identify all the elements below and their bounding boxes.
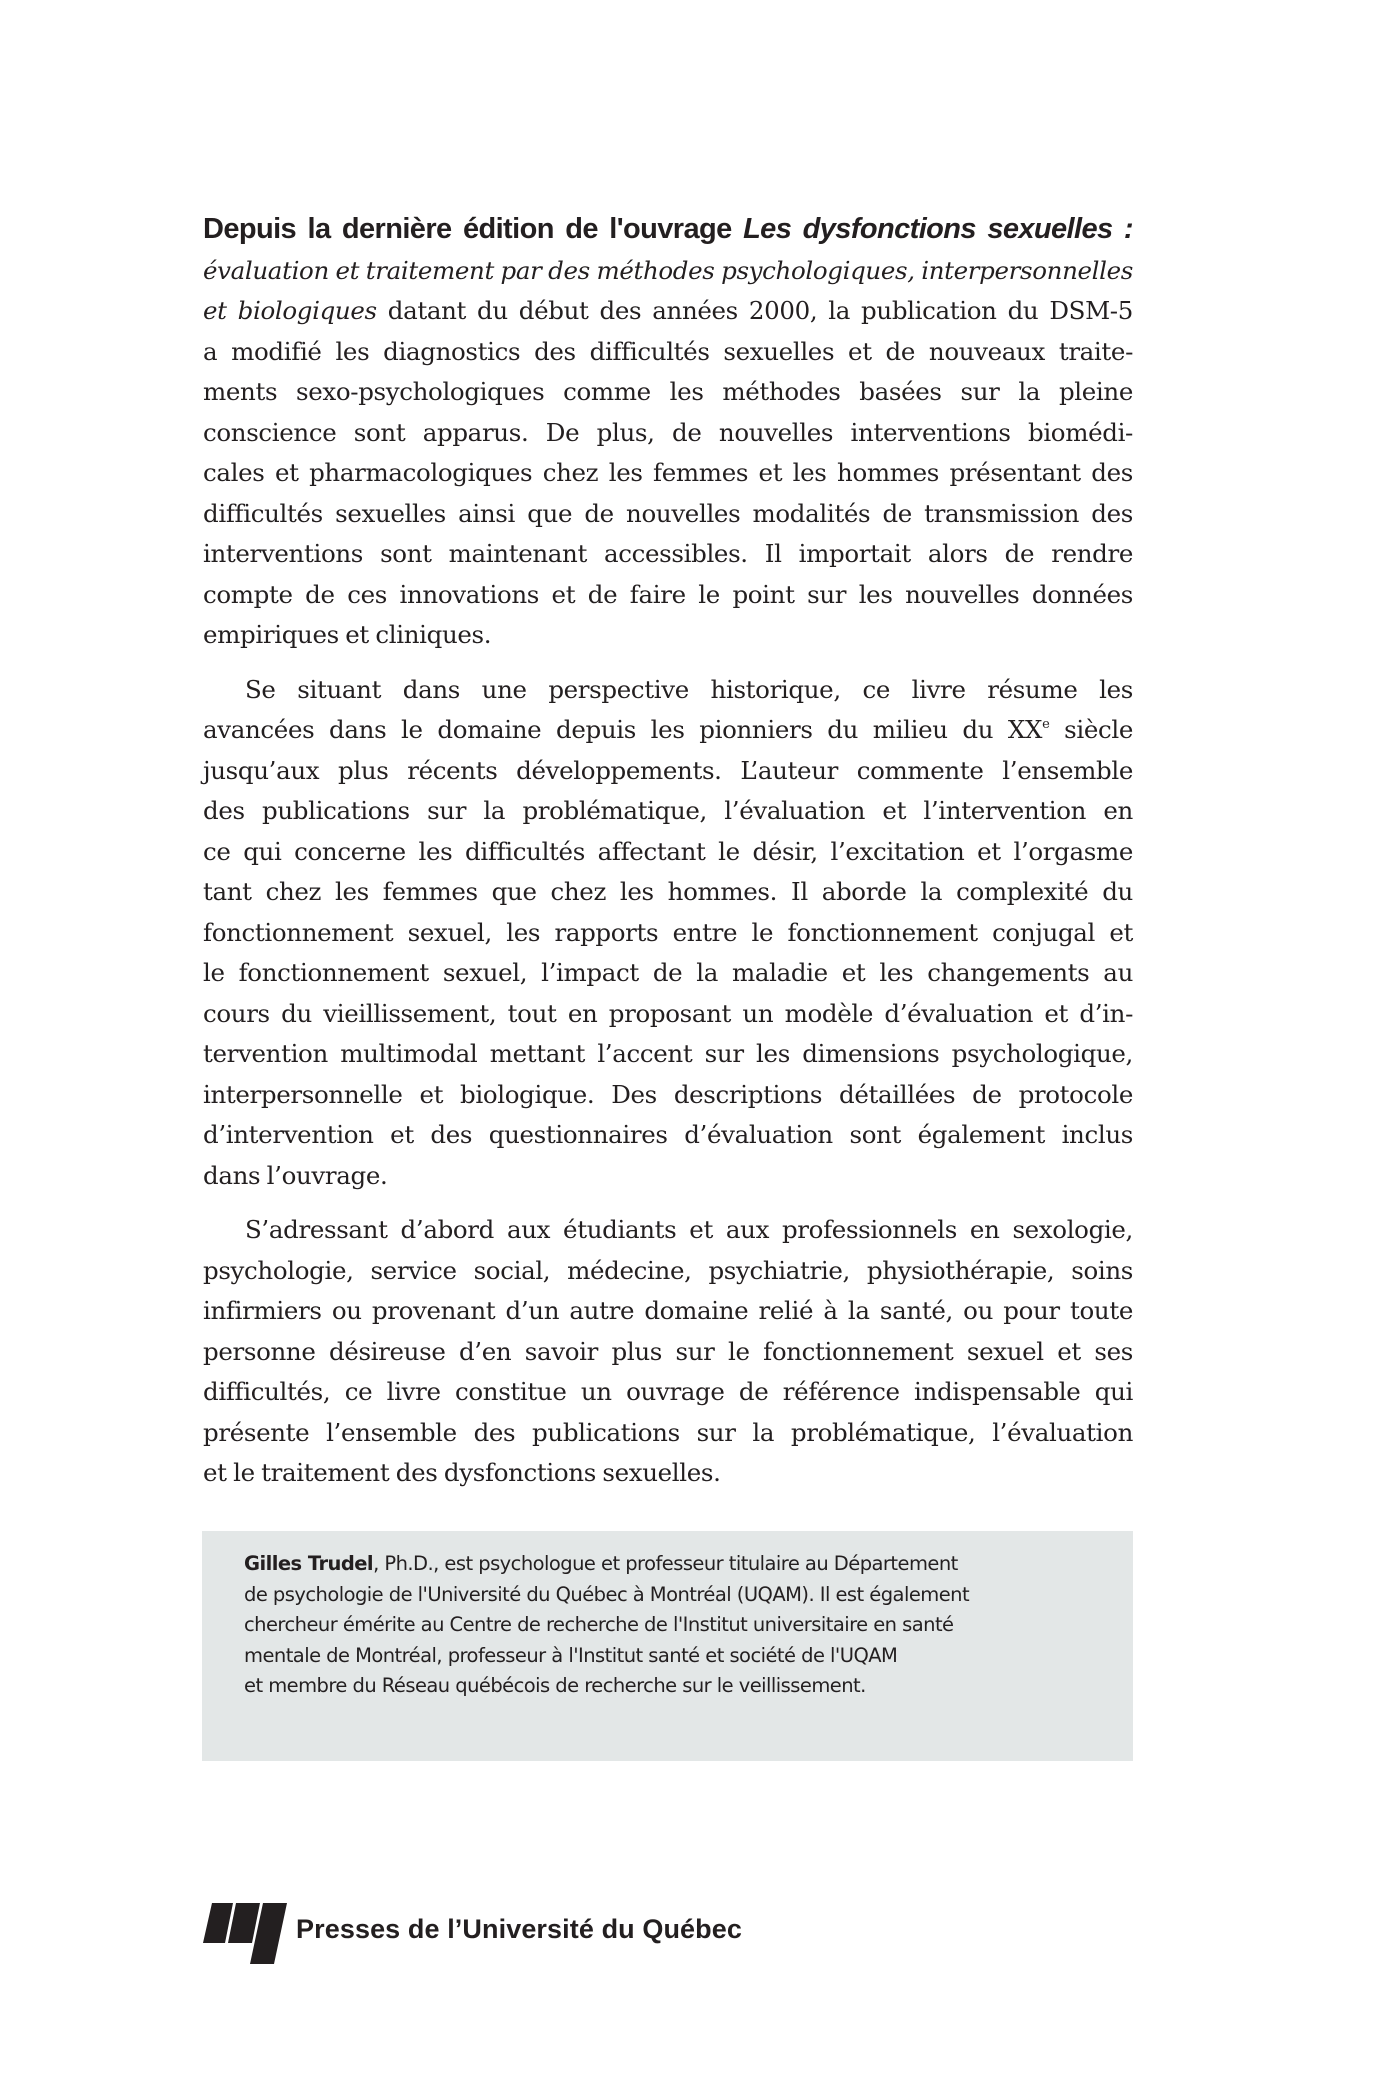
history-line: Se situant dans une perspective historique, ce livre résume les bbox=[245, 674, 1133, 704]
intro-line: conscience sont apparus. De plus, de nouvelles interventions biomédi- bbox=[203, 417, 1133, 447]
book-subtitle-line: évaluation et traitement par des méthodes psychologiques, interpersonnelles bbox=[203, 255, 1133, 285]
book-subtitle-end: et biologiques bbox=[203, 296, 377, 325]
history-line: dans l’ouvrage. bbox=[203, 1160, 388, 1190]
intro-line: compte de ces innovations et de faire le point sur les nouvelles données bbox=[203, 579, 1133, 609]
author-name: Gilles Trudel bbox=[244, 1552, 374, 1575]
audience-line: infirmiers ou provenant d’un autre domaine relié à la santé, ou pour toute bbox=[203, 1296, 1133, 1325]
history-line: cours du vieillissement, tout en proposant un modèle d’évaluation et d’in- bbox=[203, 998, 1133, 1028]
history-line: d’intervention et des questionnaires d’évaluation sont également inclus bbox=[203, 1120, 1133, 1149]
audience-line: difficultés, ce livre constitue un ouvrage de référence indispensable qui bbox=[203, 1377, 1133, 1406]
intro-line: ments sexo-psychologiques comme les méthodes basées sur la pleine bbox=[203, 377, 1133, 406]
author-bio-box bbox=[202, 1531, 1133, 1761]
logo-bar-2 bbox=[228, 1903, 260, 1943]
intro-line: empiriques et cliniques. bbox=[203, 620, 492, 649]
publisher-name: Presses de l’Université du Québec bbox=[296, 1914, 742, 1944]
history-line: le fonctionnement sexuel, l’impact de la maladie et les changements au bbox=[203, 958, 1133, 987]
intro-line bbox=[203, 209, 1133, 251]
bio-line: et membre du Réseau québécois de recherche sur le veillissement. bbox=[244, 1674, 866, 1697]
history-line: jusqu’aux plus récents développements. L’auteur commente l’ensemble bbox=[203, 755, 1133, 785]
bio-line-text: , Ph.D., est psychologue et professeur titulaire au Département bbox=[373, 1552, 958, 1575]
history-paragraph bbox=[203, 670, 1133, 1197]
author-bio-text bbox=[244, 1549, 1104, 1702]
publisher-imprint bbox=[200, 1898, 800, 1970]
lead-bold-text: Depuis la dernière édition de l'ouvrage bbox=[203, 213, 744, 245]
bio-line: mentale de Montréal, professeur à l'Institut santé et société de l'UQAM bbox=[244, 1643, 898, 1667]
history-line-text: avancées dans le domaine depuis les pionniers du milieu du XX bbox=[203, 715, 1043, 744]
audience-line: S’adressant d’abord aux étudiants et aux professionnels en sexologie, bbox=[245, 1215, 1133, 1244]
logo-bar-1 bbox=[203, 1903, 233, 1943]
audience-line: présente l’ensemble des publications sur la problématique, l’évaluation bbox=[203, 1417, 1133, 1447]
description-text bbox=[203, 209, 1133, 1494]
history-line: tant chez les femmes que chez les hommes. Il aborde la complexité du bbox=[203, 877, 1133, 906]
intro-line-text: datant du début des années 2000, la publication du DSM-5 bbox=[376, 296, 1133, 325]
history-line bbox=[203, 710, 1133, 751]
book-title-italic: Les dysfonctions sexuelles : bbox=[743, 213, 1133, 245]
history-line-text: siècle bbox=[1049, 715, 1133, 744]
history-line: fonctionnement sexuel, les rapports entre le fonctionnement conjugal et bbox=[203, 917, 1133, 947]
history-line: des publications sur la problématique, l’évaluation et l’intervention en bbox=[203, 796, 1133, 825]
intro-line: a modifié les diagnostics des difficultés sexuelles et de nouveaux traite- bbox=[203, 336, 1133, 366]
intro-line bbox=[203, 291, 1133, 332]
history-line: interpersonnelle et biologique. Des descriptions détaillées de protocole bbox=[203, 1079, 1133, 1109]
audience-line: et le traitement des dysfonctions sexuelles. bbox=[203, 1458, 721, 1487]
history-line: ce qui concerne les difficultés affectant le désir, l’excitation et l’orgasme bbox=[203, 836, 1133, 866]
audience-line: personne désireuse d’en savoir plus sur le fonctionnement sexuel et ses bbox=[203, 1336, 1133, 1366]
intro-line: interventions sont maintenant accessibles. Il importait alors de rendre bbox=[203, 539, 1133, 568]
audience-paragraph bbox=[203, 1210, 1133, 1494]
intro-paragraph bbox=[203, 209, 1133, 656]
history-line: tervention multimodal mettant l’accent sur les dimensions psychologique, bbox=[203, 1039, 1133, 1068]
bio-line: de psychologie de l'Université du Québec à Montréal (UQAM). Il est également bbox=[244, 1582, 970, 1606]
bio-line: chercheur émérite au Centre de recherche de l'Institut universitaire en santé bbox=[244, 1613, 954, 1636]
intro-line: cales et pharmacologiques chez les femmes et les hommes présentant des bbox=[203, 458, 1133, 487]
puq-logo-icon bbox=[200, 1898, 292, 1970]
audience-line: psychologie, service social, médecine, psychiatrie, physiothérapie, soins bbox=[203, 1255, 1133, 1285]
bio-line bbox=[244, 1549, 1104, 1580]
intro-line: difficultés sexuelles ainsi que de nouvelles modalités de transmission des bbox=[203, 498, 1133, 528]
ordinal-superscript: e bbox=[1042, 717, 1050, 732]
